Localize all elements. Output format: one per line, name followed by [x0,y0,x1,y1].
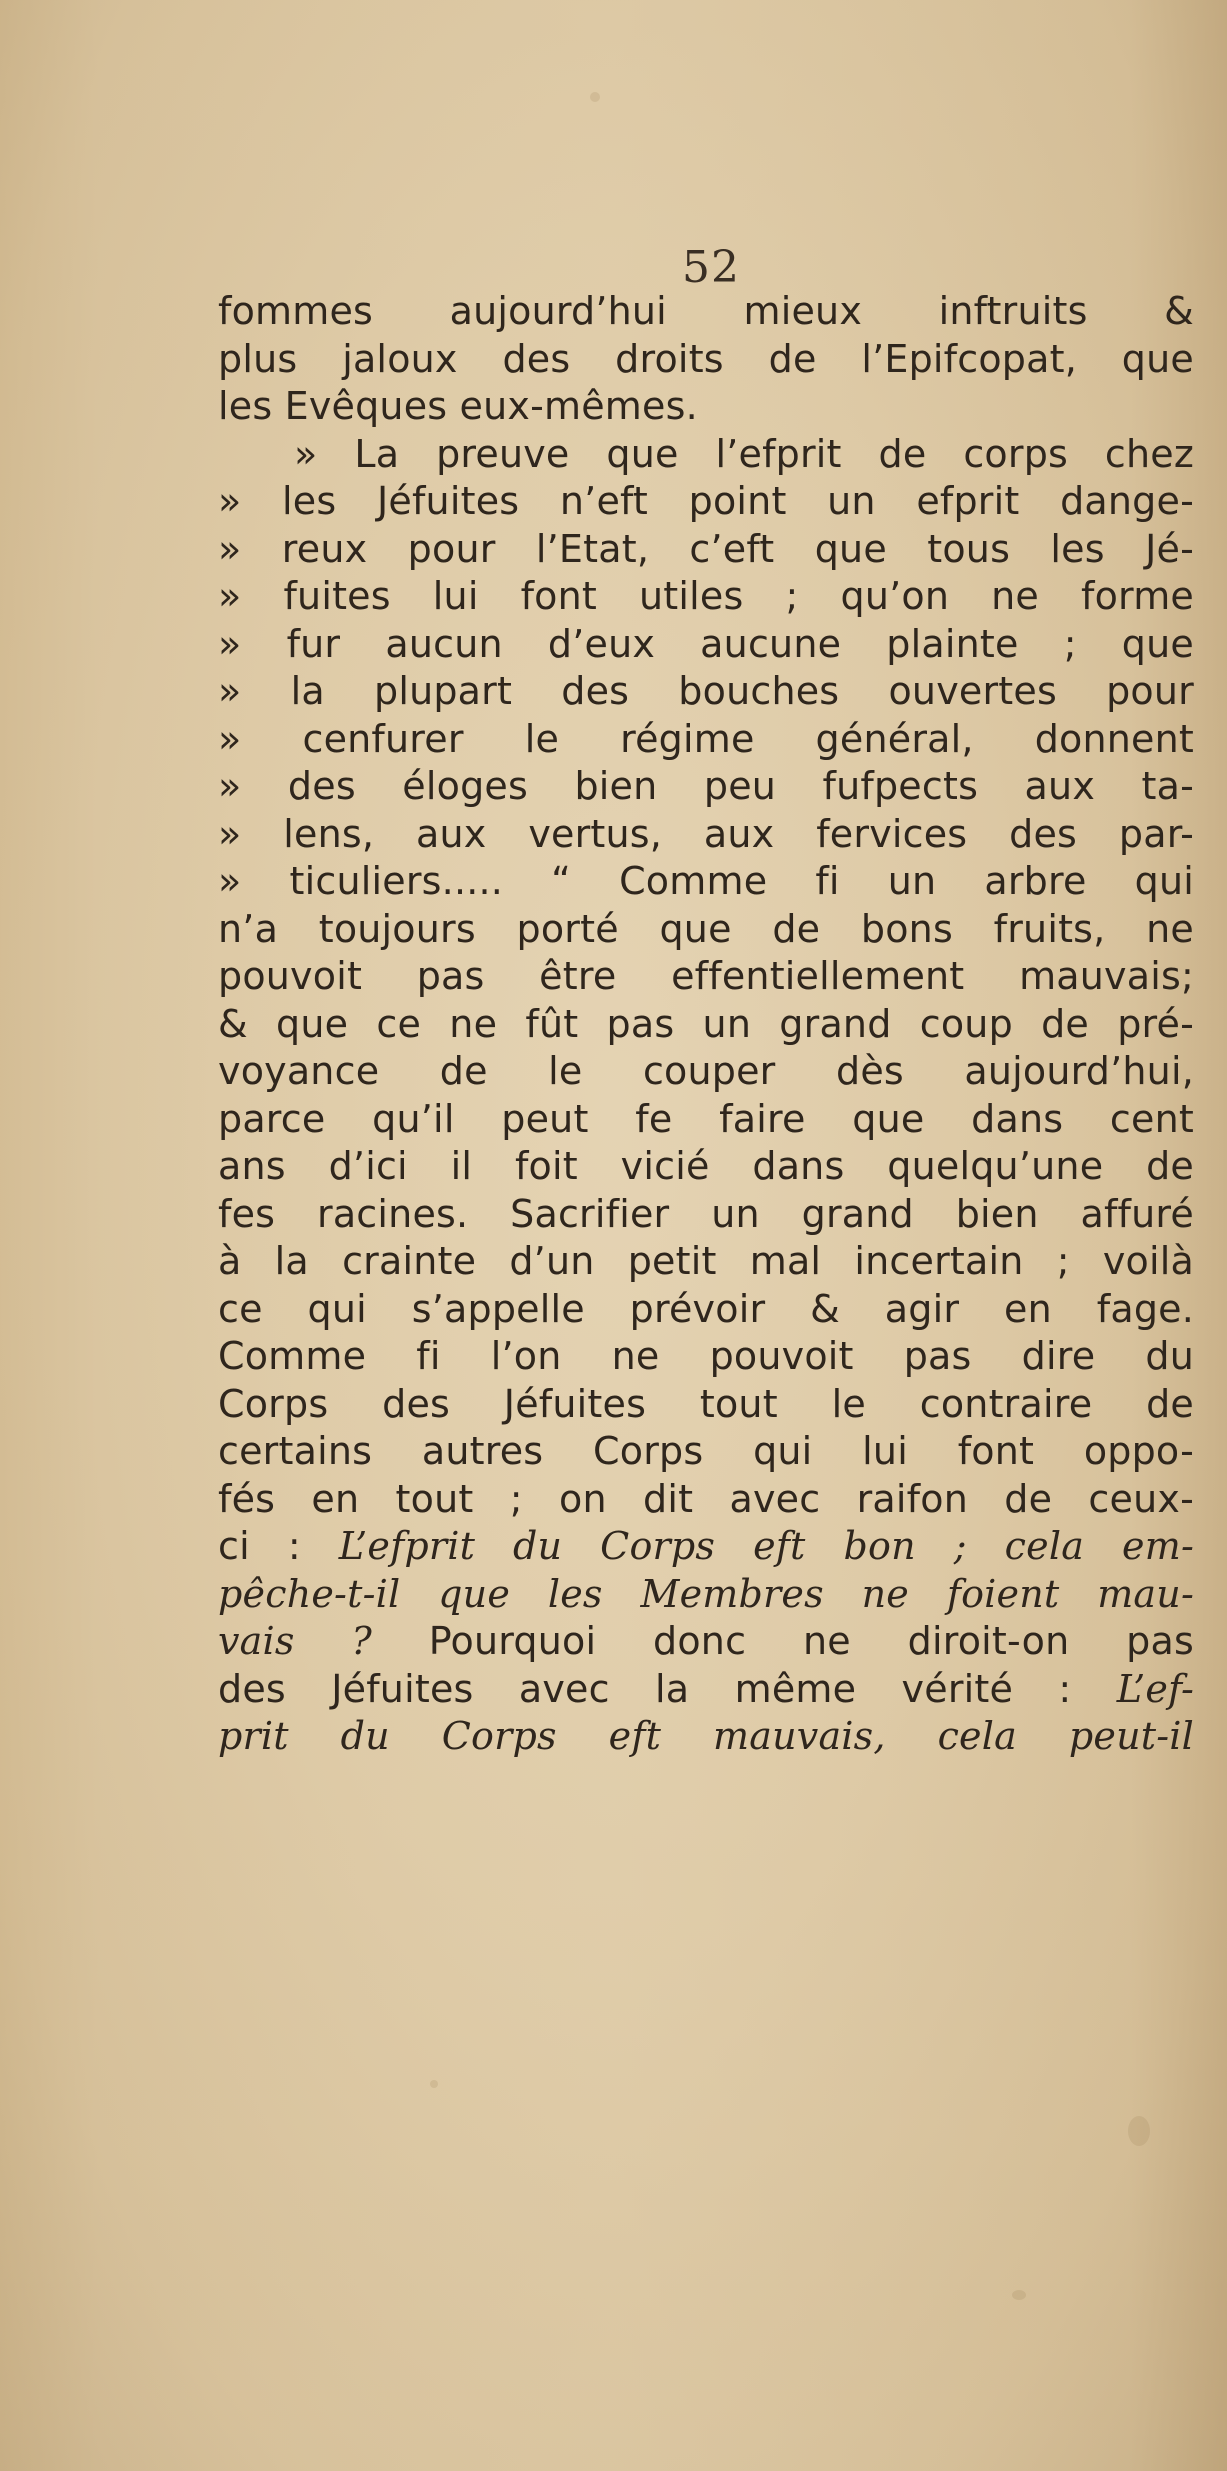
text-line: & que ce ne fût pas un grand coup de pré- [218,1001,1194,1046]
text-line: » cenfurer le régime général, donnent [218,716,1194,761]
italic-text-segment: prit du Corps eft mauvais, cela peut-il [218,1714,1194,1758]
text-segment: Pourquoi donc ne diroit-on pas [371,1619,1194,1663]
text-segment: ci : [218,1524,339,1568]
text-line: plus jaloux des droits de l’Epifcopat, que [218,336,1194,381]
page-text [218,288,1194,1761]
text-line: » lens, aux vertus, aux fervices des par- [218,811,1194,856]
text-line: » reux pour l’Etat, c’eft que tous les Jé- [218,526,1194,571]
text-line: ce qui s’appelle prévoir & agir en fage. [218,1286,1194,1331]
paper-stain [1012,2290,1026,2300]
text-line: fommes aujourd’hui mieux inftruits & [218,289,1194,333]
text-line: voyance de le couper dès aujourd’hui, [218,1049,1194,1093]
text-line: » fuites lui font utiles ; qu’on ne forme [218,574,1194,618]
text-segment: des Jéfuites avec la même vérité : [218,1666,1117,1711]
text-line [218,1713,1194,1761]
italic-text-segment: L’ef- [1116,1666,1194,1711]
text-line: fés en tout ; on dit avec raifon de ceux- [218,1476,1194,1521]
paper-stain [430,2080,438,2088]
text-line: ans d’ici il foit vicié dans quelqu’une de [218,1144,1194,1188]
italic-text-segment: L’efprit du Corps eft bon ; cela em- [338,1524,1194,1568]
text-line [218,1523,1194,1571]
text-line: parce qu’il peut fe faire que dans cent [218,1096,1194,1141]
text-line: à la crainte d’un petit mal incertain ; voilà [218,1239,1194,1283]
paper-stain [590,92,600,102]
text-line [218,1666,1194,1714]
text-line: les Evêques eux-mêmes. [218,384,698,428]
text-line [218,1571,1194,1619]
text-line: fes racines. Sacrifier un grand bien affuré [218,1191,1194,1236]
text-line [218,1618,1194,1666]
text-line: Corps des Jéfuites tout le contraire de [218,1381,1194,1426]
text-line: » fur aucun d’eux aucune plainte ; que [218,621,1194,666]
text-line: » les Jéfuites n’eft point un efprit dange- [218,479,1194,523]
text-line: » La preuve que l’efprit de corps chez [294,431,1194,476]
text-line: » la plupart des bouches ouvertes pour [218,669,1194,713]
text-line: pouvoit pas être effentiellement mauvais; [218,954,1194,998]
text-line: Comme fi l’on ne pouvoit pas dire du [218,1334,1194,1378]
text-line: certains autres Corps qui lui font oppo- [218,1429,1194,1473]
text-line: » ticuliers..... “ Comme fi un arbre qui [218,859,1194,903]
text-line: n’a toujours porté que de bons fruits, ne [218,906,1194,951]
page-number: 52 [682,242,740,293]
italic-text-segment: vais ? [218,1619,372,1663]
paper-stain [1128,2116,1150,2146]
italic-text-segment: pêche-t-il que les Membres ne foient mau- [218,1571,1194,1616]
text-line: » des éloges bien peu fufpects aux ta- [218,764,1194,808]
